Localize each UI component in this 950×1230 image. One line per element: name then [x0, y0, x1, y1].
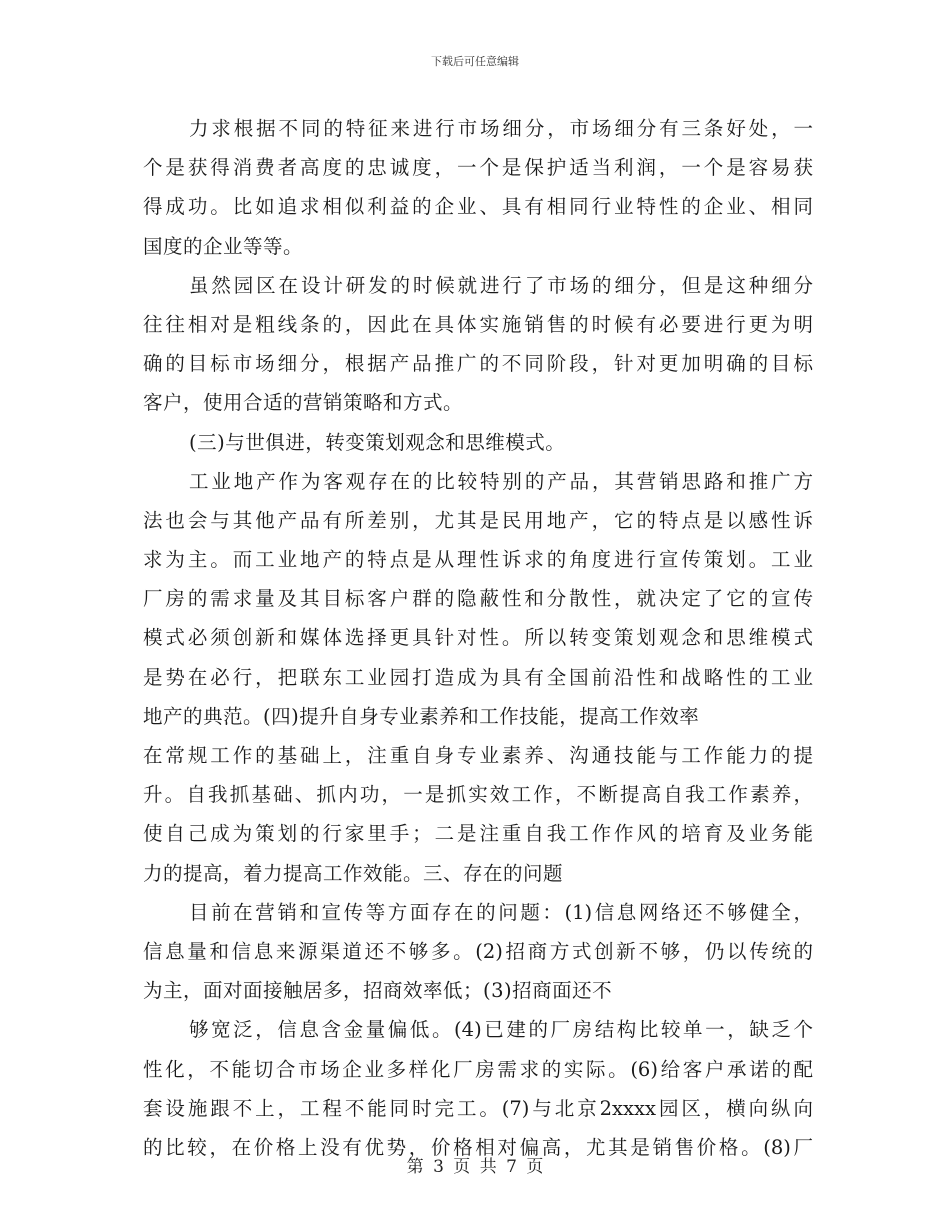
text-line: 是势在必行，把联东工业园打造成为具有全国前沿性和战略性的工业	[143, 665, 813, 689]
text-line: 地产的典范。(四)提升自身专业素养和工作技能，提高工作效率	[143, 704, 700, 728]
text-line: 国度的企业等等。	[143, 234, 304, 258]
text-line: 为主，面对面接触居多，招商效率低；(3)招商面还不	[143, 979, 613, 1003]
text-line: 目前在营销和宣传等方面存在的问题：(1)信息网络还不够健全，	[189, 900, 813, 924]
section-heading: (三)与世俱进，转变策划观念和思维模式。	[189, 430, 566, 454]
page-number-footer: 第 3 页 共 7 页	[406, 1157, 544, 1177]
text-line: 确的目标市场细分，根据产品推广的不同阶段，针对更加明确的目标	[143, 352, 813, 376]
text-line: 求为主。而工业地产的特点是从理性诉求的角度进行宣传策划。工业	[143, 548, 813, 572]
text-line: 的比较，在价格上没有优势，价格相对偏高，尤其是销售价格。(8)厂	[143, 1135, 813, 1159]
page-header: 下载后可任意编辑	[431, 55, 519, 68]
text-line: 往往相对是粗线条的，因此在具体实施销售的时候有必要进行更为明	[143, 312, 813, 336]
text-line: 厂房的需求量及其目标客户群的隐蔽性和分散性，就决定了它的宣传	[143, 587, 813, 611]
text-line: 个是获得消费者高度的忠诚度，一个是保护适当利润，一个是容易获	[143, 156, 813, 180]
text-line: 法也会与其他产品有所差别，尤其是民用地产，它的特点是以感性诉	[143, 508, 813, 532]
text-line: 使自己成为策划的行家里手；二是注重自我工作作风的培育及业务能	[143, 822, 813, 846]
text-line: 升。自我抓基础、抓内功，一是抓实效工作，不断提高自我工作素养，	[143, 783, 813, 807]
document-body	[143, 109, 813, 1167]
text-line: 虽然园区在设计研发的时候就进行了市场的细分，但是这种细分	[189, 273, 813, 297]
text-line: 模式必须创新和媒体选择更具针对性。所以转变策划观念和思维模式	[143, 626, 813, 650]
text-line: 套设施跟不上，工程不能同时完工。(7)与北京2xxxx园区，横向纵向	[143, 1096, 813, 1120]
text-line: 够宽泛，信息含金量偏低。(4)已建的厂房结构比较单一，缺乏个	[189, 1018, 813, 1042]
text-line: 客户，使用合适的营销策略和方式。	[143, 391, 464, 415]
text-line: 工业地产作为客观存在的比较特别的产品，其营销思路和推广方	[189, 469, 813, 493]
text-line: 性化，不能切合市场企业多样化厂房需求的实际。(6)给客户承诺的配	[143, 1057, 813, 1081]
text-line: 信息量和信息来源渠道还不够多。(2)招商方式创新不够，仍以传统的	[143, 939, 813, 963]
text-line: 力求根据不同的特征来进行市场细分，市场细分有三条好处，一	[189, 117, 813, 140]
text-line: 在常规工作的基础上，注重自身专业素养、沟通技能与工作能力的提	[143, 744, 813, 767]
text-line: 得成功。比如追求相似利益的企业、具有相同行业特性的企业、相同	[143, 195, 813, 219]
text-line: 力的提高，着力提高工作效能。三、存在的问题	[143, 861, 564, 885]
